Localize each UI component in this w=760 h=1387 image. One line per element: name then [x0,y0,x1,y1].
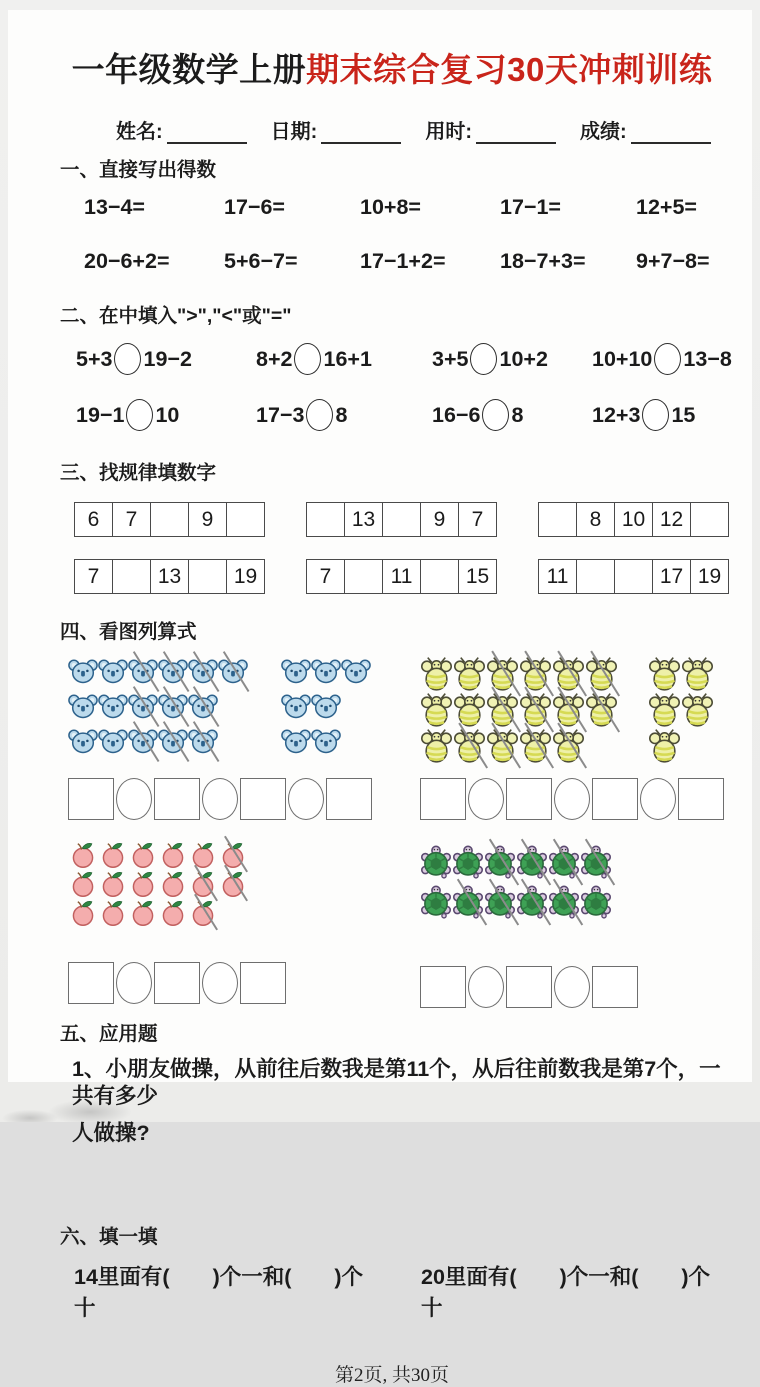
pattern-cell: 13 [151,560,189,593]
peach-icon [188,869,218,897]
compare-answer-circle[interactable] [294,343,321,375]
pattern-cell: 11 [383,560,421,593]
koala-icon [188,726,218,757]
page-title [60,44,724,91]
header-field-blank[interactable] [167,122,247,144]
bee-icon [453,728,486,763]
fill-blank-item: 14里面有( )个一和( )个十 [74,1264,364,1320]
left-expression: 8+2 [256,346,293,371]
icon-row [420,692,618,727]
pattern-cell: 7 [471,507,484,531]
koala-icon [68,656,98,687]
icon-row [281,726,371,757]
turtle-icon [516,844,548,880]
page-title-black: 一年级数学上册 [71,51,307,88]
koala-icon [128,691,158,722]
section-number-patterns [60,457,724,594]
bee-icon [648,656,681,691]
koala-icon [68,726,98,757]
operator-circle[interactable] [468,966,504,1008]
operator-circle[interactable] [202,962,238,1004]
math-expression: 5+6−7= [224,249,298,273]
bee-icon [453,692,486,727]
word-problem-line2: 人做操? [72,1120,150,1145]
header-field-blank[interactable] [321,122,401,144]
calc-row [60,195,724,220]
turtle-icon [484,884,516,920]
bee-icon [585,656,618,691]
icon-row [281,691,371,722]
pattern-cell: 7 [307,560,345,593]
right-expression: 15 [671,402,696,427]
math-expression: 17−6= [224,195,285,219]
picture-area [68,656,420,766]
pattern-strip [306,502,497,537]
compare-answer-circle[interactable] [654,343,681,375]
icon-row [68,656,248,687]
right-expression: 8 [335,402,348,427]
picture-area [68,840,420,950]
operator-circle[interactable] [554,778,590,820]
page-number-footer: 第2页, 共30页 [334,1364,449,1386]
koala-icon [188,656,218,687]
page-title-red: 期末综合复习30天冲刺训练 [306,51,713,88]
peach-icon [98,869,128,897]
koala-icon [218,656,248,687]
section-write-answers [60,154,724,274]
right-expression: 10+2 [499,346,548,371]
math-expression: 20−6+2= [84,249,170,273]
right-expression: 16+1 [323,346,372,371]
pattern-strip [74,502,265,537]
section-compare [60,300,732,431]
koala-icon [68,691,98,722]
peach-icon [128,869,158,897]
answer-number-box[interactable] [154,778,200,820]
math-expression: 12+5= [636,195,697,219]
compare-item [432,399,592,431]
pattern-strip [538,502,729,537]
koala-icon [158,726,188,757]
peach-icon [98,840,128,868]
right-expression: 8 [511,402,524,427]
pattern-cell: 19 [697,564,722,588]
pattern-cell: 6 [75,503,113,536]
turtle-icon [452,844,484,880]
peach-icon [68,869,98,897]
koala-icon [98,726,128,757]
header-field [580,115,711,144]
pattern-cell: 12 [653,503,691,536]
pattern-cell[interactable] [345,560,383,593]
pattern-cell[interactable] [307,503,345,536]
peach-icon [218,869,248,897]
right-expression: 13−8 [683,346,732,371]
header-field-label: 日期: [270,121,318,143]
koala-icon [98,691,128,722]
koala-icon [128,726,158,757]
koala-icon [98,656,128,687]
icon-row [420,656,618,691]
bee-icon [552,656,585,691]
pattern-cell[interactable] [421,560,459,593]
picture-problem-turtle [420,840,724,1008]
header-field [116,115,247,144]
section5-title: 五、应用题 [60,1023,158,1045]
turtle-icon [516,884,548,920]
turtle-icon [452,884,484,920]
equation-row [68,778,420,820]
icon-cluster-right [648,656,714,764]
icon-row [68,691,248,722]
operator-circle[interactable] [116,778,152,820]
compare-answer-circle[interactable] [126,399,153,431]
header-field [271,115,402,144]
section-word-problem [60,1018,724,1147]
pattern-cell[interactable] [189,560,227,593]
peach-icon [68,840,98,868]
left-expression: 3+5 [432,346,469,371]
section6-title: 六、填一填 [60,1225,158,1248]
answer-number-box[interactable] [420,778,466,820]
koala-icon [281,656,311,687]
section3-title: 三、找规律填数字 [60,462,217,484]
peach-icon [158,869,188,897]
header-field-label: 成绩: [580,121,627,143]
section-picture-equations [60,616,724,1008]
header-fields [116,115,724,144]
picture-problem-koala [68,656,420,820]
bee-icon [552,728,585,763]
peach-icon [128,898,158,926]
peach-icon [158,840,188,868]
peach-icon [68,898,98,926]
answer-number-box[interactable] [506,778,552,820]
word-problem-line1: 1、小朋友做操，从前往后数我是第11个，从后往前数我是第7个，一共有多少 [72,1057,721,1108]
compare-answer-circle[interactable] [642,399,669,431]
pattern-strip [306,559,497,594]
answer-number-box[interactable] [678,778,724,820]
operator-circle[interactable] [202,778,238,820]
koala-icon [341,656,371,687]
peach-icon [218,840,248,868]
section-fill-in [60,1221,724,1322]
header-field-blank[interactable] [631,122,711,144]
answer-number-box[interactable] [68,778,114,820]
compare-item [432,343,592,375]
pattern-cell: 13 [345,503,383,536]
pattern-cell[interactable] [539,503,577,536]
answer-number-box[interactable] [592,966,638,1008]
math-expression: 10+8= [360,195,421,219]
pattern-cell[interactable] [615,560,653,593]
koala-icon [311,726,341,757]
s4-grid [60,656,724,1008]
bee-icon [420,656,453,691]
bee-icon [453,656,486,691]
bee-icon [519,728,552,763]
turtle-icon [580,884,612,920]
bee-icon [648,728,681,763]
math-expression: 17−1= [500,195,561,219]
pattern-cell: 8 [577,503,615,536]
picture-problem-peach [68,840,420,1008]
koala-icon [188,691,218,722]
right-expression: 19−2 [143,346,192,371]
equation-row [420,966,724,1008]
peach-icon [188,898,218,926]
pattern-cell[interactable] [691,503,728,536]
turtle-icon [548,884,580,920]
icon-cluster-left [68,656,248,761]
turtle-icon [420,844,452,880]
answer-number-box[interactable] [326,778,372,820]
icon-row [68,840,248,868]
left-expression: 17−3 [256,402,305,427]
bee-icon [681,656,714,691]
icon-row [420,844,612,880]
peach-icon [128,840,158,868]
compare-item [256,399,432,431]
icon-row [648,692,714,727]
worksheet-page [8,10,752,1386]
pattern-row [60,502,724,537]
operator-circle[interactable] [116,962,152,1004]
icon-row [68,869,248,897]
koala-icon [311,656,341,687]
pattern-cell: 10 [615,503,653,536]
pattern-cell: 11 [539,560,577,593]
math-expression: 18−7+3= [500,249,586,273]
header-field-blank[interactable] [476,122,556,144]
picture-problem-bee [420,656,724,820]
bee-icon [552,692,585,727]
pattern-cell: 9 [189,503,227,536]
icon-row [68,726,248,757]
pattern-cell: 19 [233,564,258,588]
section2-title: 二、在中填入">","<"或"=" [60,305,292,327]
operator-circle[interactable] [640,778,676,820]
bee-icon [486,728,519,763]
bee-icon [585,692,618,727]
operator-circle[interactable] [288,778,324,820]
bee-icon [420,728,453,763]
answer-number-box[interactable] [592,778,638,820]
compare-row [60,343,732,375]
icon-row [68,898,248,926]
pattern-cell: 7 [113,503,151,536]
picture-area [420,656,724,766]
operator-circle[interactable] [554,966,590,1008]
bee-icon [486,656,519,691]
right-expression: 10 [155,402,180,427]
compare-item [592,399,724,431]
compare-item [76,343,256,375]
left-expression: 16−6 [432,402,481,427]
pattern-row [60,559,724,594]
math-expression: 17−1+2= [360,249,446,273]
compare-item [256,343,432,375]
answer-number-box[interactable] [240,962,286,1004]
header-field-label: 姓名: [116,121,163,143]
section1-title: 一、直接写出得数 [60,159,217,181]
compare-answer-circle[interactable] [470,343,497,375]
turtle-icon [420,884,452,920]
answer-number-box[interactable] [506,966,552,1008]
bee-icon [648,692,681,727]
icon-row [420,728,618,763]
pattern-cell: 17 [653,560,691,593]
icon-cluster-right [281,656,371,761]
section4-title: 四、看图列算式 [60,621,197,643]
bee-icon [519,656,552,691]
equation-row [420,778,724,820]
turtle-icon [484,844,516,880]
compare-row [60,399,724,431]
koala-icon [311,691,341,722]
pattern-strip [74,559,265,594]
pattern-strip [538,559,729,594]
answer-number-box[interactable] [68,962,114,1004]
bee-icon [486,692,519,727]
peach-icon [158,898,188,926]
bee-icon [681,692,714,727]
icon-row [648,656,714,691]
turtle-icon [548,844,580,880]
header-field-label: 用时: [425,121,473,143]
s6-line [74,1260,724,1322]
icon-cluster-left [68,840,248,927]
pattern-cell[interactable] [113,560,151,593]
equation-row [68,962,420,1004]
icon-row [648,728,714,763]
koala-icon [158,656,188,687]
compare-answer-circle[interactable] [114,343,141,375]
icon-cluster-left [420,844,612,924]
pattern-cell[interactable] [151,503,189,536]
answer-number-box[interactable] [154,962,200,1004]
answer-number-box[interactable] [420,966,466,1008]
compare-answer-circle[interactable] [482,399,509,431]
pattern-cell: 7 [75,560,113,593]
compare-item [76,399,256,431]
icon-row [420,884,612,920]
compare-answer-circle[interactable] [306,399,333,431]
icon-cluster-left [420,656,618,764]
bee-icon [420,692,453,727]
koala-icon [158,691,188,722]
s1-rows [60,195,724,274]
peach-icon [188,840,218,868]
answer-number-box[interactable] [240,778,286,820]
koala-icon [281,726,311,757]
koala-icon [128,656,158,687]
icon-row [281,656,371,687]
pattern-cell[interactable] [577,560,615,593]
left-expression: 10+10 [592,346,653,371]
picture-area [420,840,724,954]
operator-circle[interactable] [468,778,504,820]
calc-row [60,249,724,274]
left-expression: 5+3 [76,346,113,371]
s2-rows [60,343,732,431]
left-expression: 12+3 [592,402,641,427]
bee-icon [519,692,552,727]
compare-item [592,343,732,375]
pattern-cell[interactable] [227,503,264,536]
math-expression: 9+7−8= [636,249,710,273]
left-expression: 19−1 [76,402,125,427]
s3-rows [60,502,724,594]
peach-icon [98,898,128,926]
turtle-icon [580,844,612,880]
pattern-cell[interactable] [383,503,421,536]
fill-blank-item: 20里面有( )个一和( )个十 [421,1264,711,1320]
pattern-cell: 15 [465,564,490,588]
header-field [425,115,556,144]
koala-icon [281,691,311,722]
math-expression: 13−4= [84,195,145,219]
pattern-cell: 9 [421,503,459,536]
